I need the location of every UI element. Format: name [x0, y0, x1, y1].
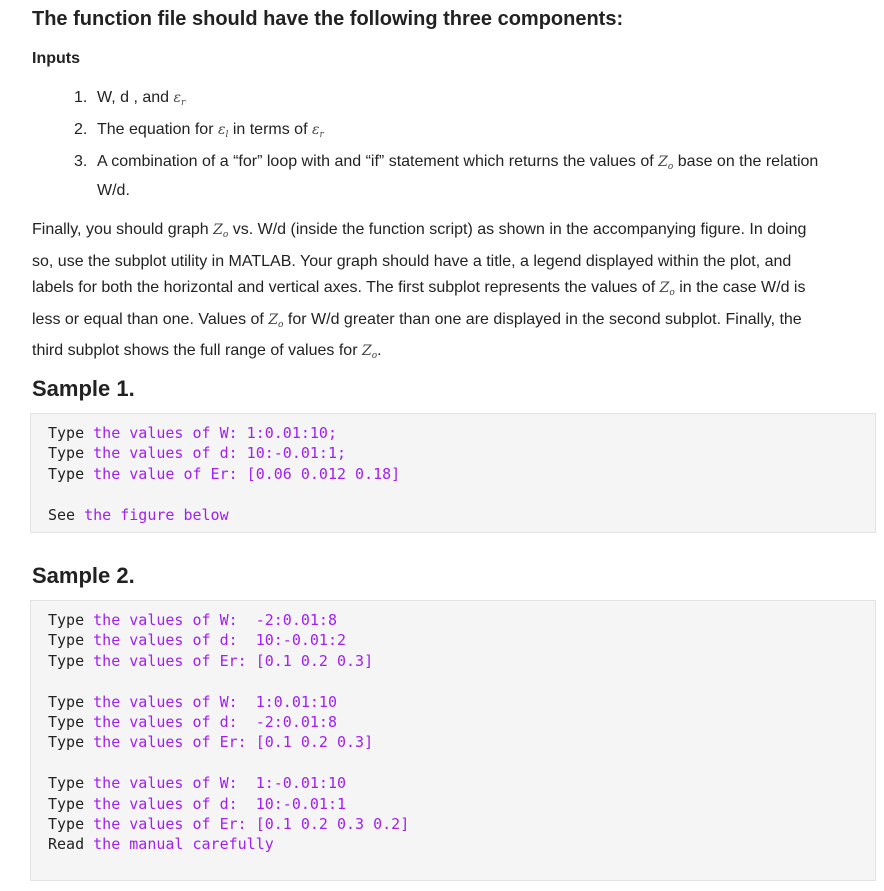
code-line [48, 692, 875, 712]
z-o-symbol: $Z_o$ [361, 343, 378, 361]
code-text: the manual carefully [84, 835, 274, 854]
sample2-heading: Sample 2. [32, 563, 135, 588]
list-number: 2. [74, 121, 88, 138]
list-text: base on the relation W/d. [97, 153, 819, 199]
code-text: the values of Er: [0.1 0.2 0.3] [84, 651, 374, 670]
code-text: the values of d: -2:0.01:8 [84, 712, 337, 731]
epsilon-r-symbol: $\varepsilon_r$ [173, 90, 186, 108]
list-item [74, 86, 834, 115]
code-line [48, 773, 875, 793]
code-line [48, 732, 875, 752]
z-o-symbol: $Z_o$ [658, 154, 674, 172]
instructions-paragraph: Finally, you should graph $Z_o$ vs. W/d (inside the function script) as shown in the accompanying figure. In doing so, use the subplot utility in MATLAB. Your graph should have a title, a legend displayed within the plot, and labels for both the horizontal and vertical axes. The first subplot represents the values of $Z_o$ in the case W/d is less or equal than one. Values of $Z_o$ for W/d greater than one are displayed in the second subplot. Finally, the third subplot shows the full range of values for $Z_o$. [32, 221, 807, 361]
inputs-heading: Inputs [32, 50, 80, 67]
list-number: 3. [74, 153, 88, 170]
list-text: in terms of [228, 121, 312, 138]
code-text: the values of W: 1:0.01:10; [84, 424, 337, 442]
z-o-symbol: $Z_o$ [268, 311, 284, 330]
code-line [48, 443, 875, 463]
sample1-heading: Sample 1. [32, 376, 135, 401]
code-blank-line [48, 484, 875, 504]
code-keyword: Type [48, 733, 85, 752]
code-line [48, 610, 875, 630]
code-keyword: Type [48, 444, 85, 463]
code-line [48, 630, 875, 650]
code-line [48, 814, 875, 834]
code-text: the values of d: 10:-0.01:2 [84, 631, 347, 650]
inputs-list [74, 86, 834, 206]
code-line [48, 794, 875, 814]
code-blank-line [48, 753, 875, 773]
code-text: the values of Er: [0.1 0.2 0.3] [84, 733, 374, 752]
list-item [74, 150, 834, 203]
list-item [74, 118, 834, 147]
code-keyword: Type [48, 611, 85, 629]
code-text: the value of Er: [0.06 0.012 0.18] [84, 464, 401, 483]
code-keyword: Type [48, 774, 85, 793]
code-keyword: Type [48, 794, 85, 813]
code-text: the values of d: 10:-0.01:1 [84, 794, 347, 813]
code-keyword: See [48, 505, 76, 524]
list-text: The equation for [97, 121, 218, 138]
z-o-symbol: $Z_o$ [659, 280, 675, 298]
code-line [48, 712, 875, 732]
code-keyword: Read [48, 835, 85, 854]
sample2-code-block [30, 600, 876, 881]
code-keyword: Type [48, 692, 85, 711]
list-number: 1. [74, 89, 88, 106]
code-line [48, 834, 875, 854]
code-line [48, 651, 875, 671]
code-keyword: Type [48, 712, 85, 731]
z-o-symbol: $Z_o$ [213, 222, 229, 240]
code-text: the values of Er: [0.1 0.2 0.3 0.2] [84, 814, 410, 833]
code-keyword: Type [48, 464, 85, 483]
components-heading: The function file should have the following three components: [32, 8, 624, 30]
code-line [48, 423, 875, 443]
epsilon-l-symbol: $\varepsilon_l$ [217, 122, 229, 140]
code-text: the values of W: 1:0.01:10 [84, 692, 337, 711]
list-text: A combination of a “for” loop with and “if” statement which returns the values of [97, 153, 659, 170]
sample1-code-block [30, 413, 876, 533]
code-blank-line [48, 671, 875, 691]
code-text: the values of W: -2:0.01:8 [84, 611, 337, 629]
list-text: W, d , and [97, 89, 174, 106]
code-text: the values of W: 1:-0.01:10 [84, 774, 347, 793]
code-keyword: Type [48, 814, 85, 833]
code-text: the figure below [75, 505, 229, 524]
epsilon-r-symbol: $\varepsilon_r$ [311, 122, 324, 140]
code-keyword: Type [48, 651, 85, 670]
code-keyword: Type [48, 424, 85, 442]
code-line [48, 505, 875, 525]
code-text: the values of d: 10:-0.01:1; [84, 444, 347, 463]
code-keyword: Type [48, 631, 85, 650]
code-line [48, 464, 875, 484]
